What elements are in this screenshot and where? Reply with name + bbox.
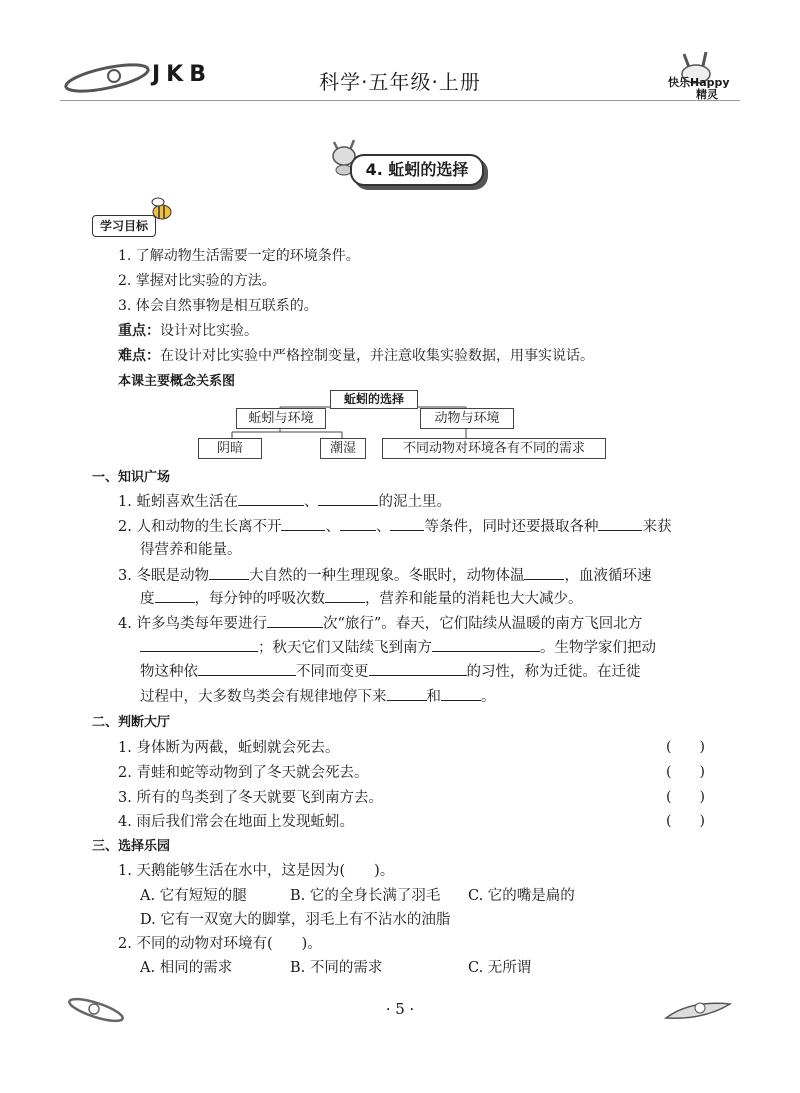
q4-text: 的习性，称为迁徙。在迁徙 xyxy=(466,664,641,680)
choice-option[interactable]: D. 它有一双宽大的脚掌，羽毛上有不沾水的油脂 xyxy=(140,912,451,928)
q3-text: ，营养和能量的消耗也大大减少。 xyxy=(365,591,583,607)
goal-item: 1. 了解动物生活需要一定的环境条件。 xyxy=(118,248,360,264)
answer-blank[interactable] xyxy=(281,516,325,531)
judge-item: 4. 雨后我们常会在地面上发现蚯蚓。 xyxy=(118,814,354,830)
answer-blank[interactable] xyxy=(267,613,323,628)
lesson-title: 4. 蚯蚓的选择 xyxy=(350,154,484,186)
fill-question-3 xyxy=(118,564,651,585)
concept-right-a: 不同动物对环境各有不同的需求 xyxy=(382,438,606,459)
fill-question-2 xyxy=(118,515,671,536)
fill-question-4-cont xyxy=(140,636,656,657)
q3-text: 度 xyxy=(140,591,155,607)
concept-left: 蚯蚓与环境 xyxy=(236,408,326,429)
fill-question-4-cont xyxy=(140,660,641,681)
hard-label: 难点： xyxy=(118,348,160,364)
answer-blank[interactable] xyxy=(198,661,296,676)
answer-blank[interactable] xyxy=(238,491,304,506)
choice-option[interactable]: C. 它的嘴是扁的 xyxy=(468,888,575,904)
q3-text: 3. 冬眠是动物 xyxy=(118,568,209,584)
q4-text: ；秋天它们又陆续飞到南方 xyxy=(258,640,432,656)
q4-text: 和 xyxy=(426,689,441,705)
q2-text: 2. 人和动物的生长离不开 xyxy=(118,519,282,535)
answer-paren[interactable]: ( ) xyxy=(666,813,705,829)
q3-text: ，血液循环速 xyxy=(564,568,652,584)
q4-text: 物这种依 xyxy=(140,664,198,680)
q1-text: 的泥土里。 xyxy=(378,494,451,510)
rocket-icon xyxy=(660,990,736,1030)
q3-text: ，每分钟的呼吸次数 xyxy=(194,591,325,607)
answer-blank[interactable] xyxy=(390,516,424,531)
fill-question-1 xyxy=(118,490,451,511)
section2-title: 二、判断大厅 xyxy=(92,715,171,730)
answer-blank[interactable] xyxy=(598,516,642,531)
choice-option[interactable]: A. 相同的需求 xyxy=(140,960,233,976)
key-label: 重点： xyxy=(118,323,160,339)
fill-question-3-cont xyxy=(140,587,583,608)
section3-title: 三、选择乐园 xyxy=(92,839,171,854)
q3-text: 大自然的一种生理现象。冬眠时，动物体温 xyxy=(248,568,525,584)
fill-question-4-cont xyxy=(140,685,496,706)
choice-question-1: 1. 天鹅能够生活在水中，这是因为( )。 xyxy=(118,863,395,879)
choice-question-2: 2. 不同的动物对环境有( )。 xyxy=(118,936,322,952)
q2-text: 来获 xyxy=(642,519,672,535)
q4-text: 4. 许多鸟类每年要进行 xyxy=(118,616,267,632)
answer-blank[interactable] xyxy=(140,637,258,652)
key-text: 设计对比实验。 xyxy=(160,323,258,339)
q1-text: 、 xyxy=(303,494,319,510)
concept-map-title: 本课主要概念关系图 xyxy=(118,374,236,389)
q4-text: 不同而变更 xyxy=(296,664,369,680)
answer-paren[interactable]: ( ) xyxy=(666,789,705,805)
answer-blank[interactable] xyxy=(432,637,540,652)
section1-title: 一、知识广场 xyxy=(92,470,171,485)
choice-option[interactable]: C. 无所谓 xyxy=(468,960,532,976)
choice-option[interactable]: B. 不同的需求 xyxy=(290,960,383,976)
choice-option[interactable]: B. 它的全身长满了羽毛 xyxy=(290,888,441,904)
concept-root: 蚯蚓的选择 xyxy=(330,390,418,409)
choice-option[interactable]: A. 它有短短的腿 xyxy=(140,888,247,904)
brand-logo-text: JKB xyxy=(152,62,213,87)
goal-item: 2. 掌握对比实验的方法。 xyxy=(118,273,276,289)
answer-paren[interactable]: ( ) xyxy=(666,739,705,755)
q4-text: 过程中，大多数鸟类会有规律地停下来 xyxy=(140,689,387,705)
q4-text: 次“旅行”。春天，它们陆续从温暖的南方飞回北方 xyxy=(322,616,643,632)
goal-item: 3. 体会自然事物是相互联系的。 xyxy=(118,298,318,314)
book-title: 科学·五年级·上册 xyxy=(319,70,481,94)
logo-bottom-text: 精灵 xyxy=(696,88,718,101)
answer-paren[interactable]: ( ) xyxy=(666,764,705,780)
answer-blank[interactable] xyxy=(325,588,365,603)
q4-text: 。 xyxy=(481,689,496,705)
q4-text: 。生物学家们把动 xyxy=(540,640,656,656)
q2-text: 、 xyxy=(325,519,340,535)
q1-text: 1. 蚯蚓喜欢生活在 xyxy=(118,494,238,510)
judge-item: 3. 所有的鸟类到了冬天就要飞到南方去。 xyxy=(118,790,383,806)
concept-right: 动物与环境 xyxy=(420,408,514,429)
answer-blank[interactable] xyxy=(155,588,195,603)
logo-top-text: 快乐Happy xyxy=(668,76,730,89)
hard-text: 在设计对比实验中严格控制变量，并注意收集实验数据，用事实说话。 xyxy=(160,348,594,364)
goals-label: 学习目标 xyxy=(92,215,156,237)
q2-text: 等条件，同时还要摄取各种 xyxy=(424,519,599,535)
answer-blank[interactable] xyxy=(209,565,249,580)
page-number: · 5 · xyxy=(385,1000,415,1018)
answer-blank[interactable] xyxy=(524,565,564,580)
answer-blank[interactable] xyxy=(340,516,376,531)
judge-item: 1. 身体断为两截，蚯蚓就会死去。 xyxy=(118,740,340,756)
answer-blank[interactable] xyxy=(387,686,427,701)
answer-blank[interactable] xyxy=(369,661,467,676)
answer-blank[interactable] xyxy=(441,686,481,701)
concept-left-b: 潮湿 xyxy=(320,438,366,459)
q2-text: 、 xyxy=(375,519,391,535)
judge-item: 2. 青蛙和蛇等动物到了冬天就会死去。 xyxy=(118,765,369,781)
concept-left-a: 阴暗 xyxy=(198,438,262,459)
answer-blank[interactable] xyxy=(318,491,378,506)
fill-question-2-cont: 得营养和能量。 xyxy=(140,542,242,558)
fill-question-4 xyxy=(118,612,642,633)
